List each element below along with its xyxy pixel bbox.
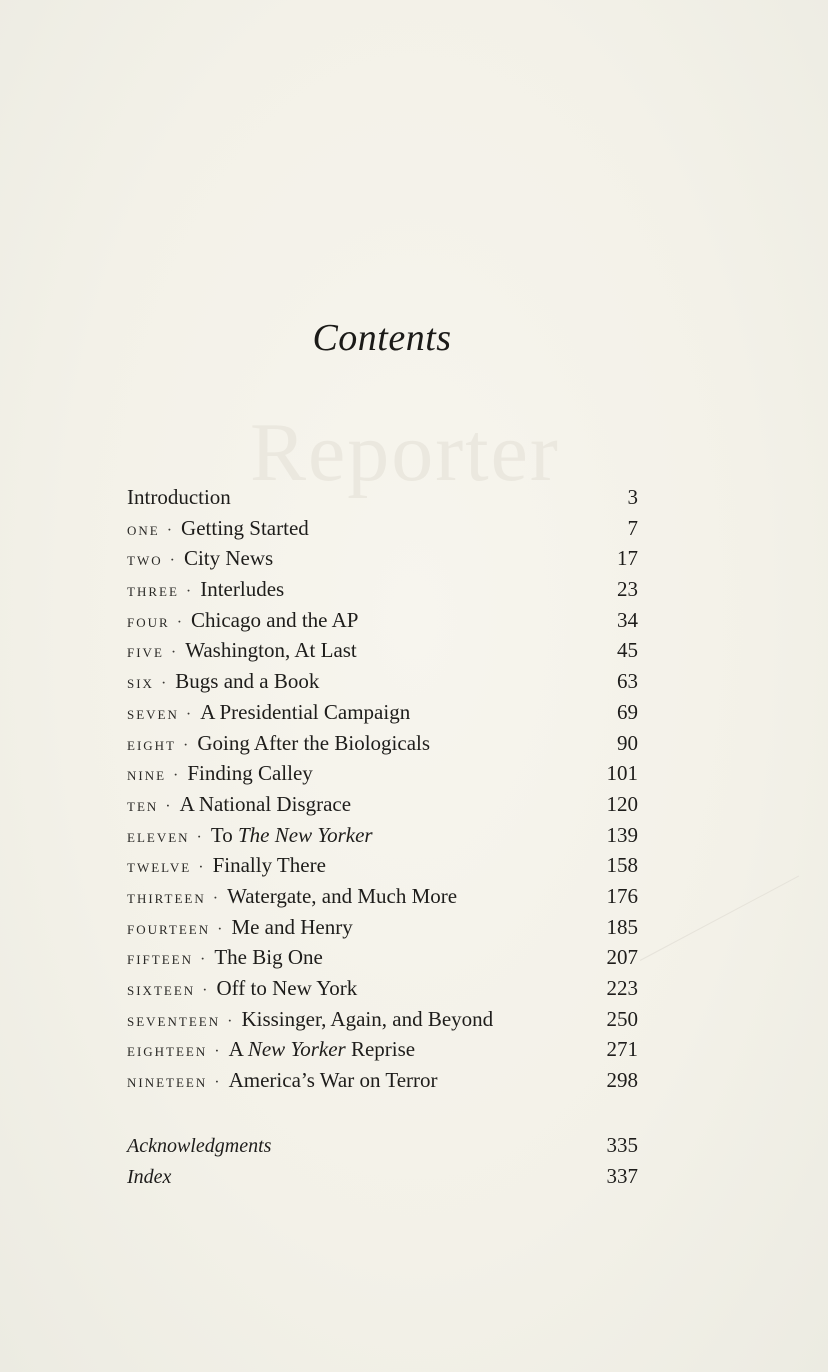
toc-page: 176	[606, 883, 638, 908]
toc-entry-chapter-10	[127, 792, 638, 823]
page-title: Contents	[312, 317, 452, 359]
chapter-number: fourteen	[127, 917, 211, 938]
toc-page: 17	[617, 546, 638, 571]
separator-dot: ·	[200, 951, 206, 969]
toc-entry-chapter-5	[127, 638, 638, 669]
toc-entry-chapter-4	[127, 608, 638, 639]
chapter-title: Washington, At Last	[185, 638, 357, 663]
separator-dot: ·	[212, 889, 219, 907]
toc-page: 185	[606, 914, 638, 939]
chapter-number: two	[127, 549, 163, 570]
toc-entry-chapter-9	[127, 761, 638, 792]
toc-page: 271	[606, 1037, 638, 1062]
chapter-title: The Big One	[214, 945, 323, 970]
chapter-title: Me and Henry	[231, 914, 353, 939]
chapter-number: six	[127, 672, 154, 693]
chapter-title: America’s War on Terror	[228, 1068, 438, 1093]
toc-entry-chapter-16	[127, 976, 638, 1007]
toc-entry-chapter-3	[127, 577, 638, 608]
chapter-number: eleven	[127, 825, 190, 846]
chapter-title-italic: New Yorker	[247, 1037, 346, 1062]
separator-dot: ·	[185, 705, 192, 723]
toc-page: 337	[606, 1164, 638, 1188]
chapter-number: seven	[127, 702, 179, 723]
table-of-contents	[127, 485, 638, 1099]
toc-page: 90	[617, 730, 638, 755]
toc-entry-chapter-14	[127, 915, 638, 946]
chapter-title: Chicago and the AP	[191, 607, 359, 632]
toc-entry-chapter-2	[127, 546, 638, 577]
toc-page: 120	[606, 791, 638, 816]
separator-dot: ·	[170, 644, 177, 662]
chapter-number: ten	[127, 794, 159, 815]
chapter-title: City News	[183, 546, 274, 571]
chapter-number: one	[127, 518, 160, 539]
chapter-title: A Presidential Campaign	[200, 699, 411, 724]
chapter-title: Getting Started	[181, 515, 309, 540]
toc-entry-acknowledgments	[127, 1133, 638, 1164]
toc-entry-index	[127, 1164, 638, 1195]
toc-page: 223	[606, 976, 638, 1000]
show-through-text: Reporter	[250, 406, 560, 499]
chapter-number: four	[127, 610, 170, 631]
separator-dot: ·	[160, 675, 167, 693]
chapter-title-italic: The New Yorker	[238, 822, 373, 847]
toc-page: 34	[617, 607, 638, 632]
toc-entry-chapter-17	[127, 1007, 638, 1038]
toc-entry-chapter-13	[127, 884, 638, 915]
chapter-title: Kissinger, Again, and Beyond	[241, 1006, 494, 1031]
separator-dot: ·	[183, 736, 189, 754]
chapter-title: Finding Calley	[187, 761, 313, 786]
toc-page: 45	[617, 638, 638, 663]
toc-entry-chapter-8	[127, 731, 638, 762]
separator-dot: ·	[196, 828, 202, 846]
toc-page: 7	[627, 515, 638, 540]
toc-page: 139	[606, 822, 638, 847]
separator-dot: ·	[173, 767, 179, 785]
chapter-number: twelve	[127, 856, 192, 877]
toc-entry-introduction	[127, 485, 638, 516]
separator-dot: ·	[227, 1012, 233, 1030]
toc-page: 69	[617, 699, 638, 724]
toc-page: 298	[606, 1068, 638, 1093]
chapter-title: Watergate, and Much More	[227, 883, 458, 908]
chapter-number: eighteen	[127, 1040, 208, 1061]
toc-entry-chapter-1	[127, 516, 638, 547]
toc-title: Introduction	[127, 485, 231, 509]
chapter-title: Going After the Biologicals	[197, 730, 431, 755]
toc-page: 63	[617, 669, 638, 694]
chapter-number: sixteen	[127, 979, 196, 999]
toc-entry-chapter-7	[127, 700, 638, 731]
separator-dot: ·	[169, 552, 175, 570]
separator-dot: ·	[198, 859, 204, 877]
paper-crease	[640, 876, 799, 961]
chapter-title-suffix: Reprise	[345, 1037, 416, 1062]
separator-dot: ·	[202, 982, 208, 999]
chapter-number: nineteen	[127, 1071, 208, 1092]
separator-dot: ·	[217, 920, 223, 938]
separator-dot: ·	[176, 613, 183, 631]
chapter-title: Finally There	[212, 853, 326, 878]
chapter-number: thirteen	[127, 886, 206, 907]
toc-entry-chapter-19	[127, 1068, 638, 1099]
toc-page: 3	[627, 485, 638, 509]
toc-entry-chapter-12	[127, 853, 638, 884]
toc-page: 250	[606, 1006, 638, 1031]
chapter-title: A National Disgrace	[179, 791, 352, 816]
separator-dot: ·	[165, 797, 171, 815]
toc-entry-chapter-18	[127, 1037, 638, 1068]
separator-dot: ·	[185, 583, 192, 601]
back-matter-list	[127, 1133, 638, 1195]
separator-dot: ·	[214, 1074, 220, 1092]
chapter-number: five	[127, 641, 164, 662]
toc-page: 335	[606, 1133, 638, 1157]
toc-page: 207	[606, 945, 638, 970]
toc-entry-chapter-6	[127, 669, 638, 700]
chapter-number: fifteen	[127, 948, 193, 969]
toc-page: 158	[606, 853, 638, 878]
chapter-number: three	[127, 580, 179, 601]
separator-dot: ·	[166, 521, 173, 539]
toc-page: 23	[617, 577, 638, 602]
toc-entry-chapter-15	[127, 945, 638, 976]
backmatter-title: Index	[127, 1166, 172, 1188]
backmatter-title: Acknowledgments	[127, 1135, 272, 1157]
chapter-title: Interludes	[200, 577, 285, 602]
chapter-title: Bugs and a Book	[175, 669, 320, 694]
chapter-title-prefix: A	[228, 1037, 248, 1062]
chapter-number: seventeen	[127, 1009, 221, 1030]
chapter-title: Off to New York	[216, 976, 358, 1000]
toc-page: 101	[606, 761, 638, 786]
separator-dot: ·	[214, 1043, 220, 1061]
toc-entry-chapter-11	[127, 823, 638, 854]
chapter-number: eight	[127, 733, 176, 754]
chapter-number: nine	[127, 764, 167, 785]
chapter-title-prefix: To	[210, 822, 238, 847]
